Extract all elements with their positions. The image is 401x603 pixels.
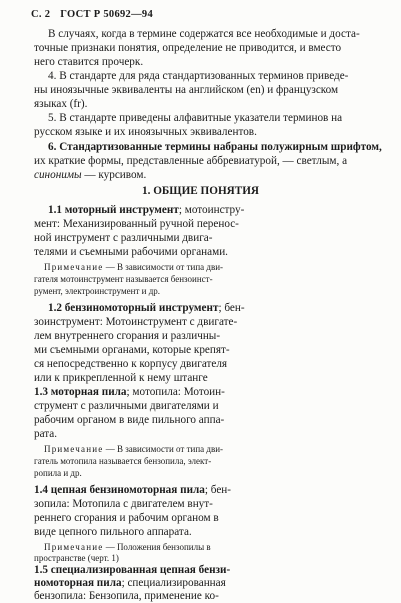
note-label: Примечание — [44, 444, 104, 454]
intro-line: 5. В стандарте приведены алфавитные указатели терминов на — [48, 112, 343, 124]
term-line: или к прикрепленной к нему штанге — [34, 372, 208, 384]
note — [44, 443, 401, 455]
intro-line: ны иноязычные эквиваленты на английском (en) и французском — [34, 84, 339, 96]
term-text: ; мотопила: Мотоин- — [126, 386, 225, 398]
note-line: пространстве (черт. 1) — [34, 553, 119, 563]
note-line: ропила и др. — [34, 468, 82, 478]
term-line: ной инструмент с различными двига- — [34, 232, 213, 244]
term-line: реннего сгорания и рабочим органом в — [34, 512, 219, 524]
note-text: — В зависимости от типа дви- — [103, 444, 224, 454]
term-title: 1.1 моторный инструмент — [48, 204, 179, 216]
term-text: ; специализированная — [121, 577, 226, 589]
term-text: ; мотоинстру- — [178, 204, 245, 216]
term-line: зопила: Мотопила с двигателем внут- — [34, 498, 213, 510]
note-line: гатель мотопила называется бензопила, элект- — [34, 456, 212, 466]
item6-line — [48, 140, 401, 154]
note-label: Примечание — [44, 542, 104, 552]
term-1-1 — [48, 203, 401, 217]
term-title: 1.2 бензиномоторный инструмент — [48, 302, 219, 314]
term-line: зоинструмент: Мотоинструмент с двигате- — [34, 316, 238, 328]
term-1-2 — [48, 301, 401, 315]
term-line: мент: Механизированный ручной перенос- — [34, 218, 239, 230]
term-title-cont: номоторная пила — [34, 577, 122, 589]
intro-line: него ставится прочерк. — [34, 56, 144, 68]
item6-line — [34, 168, 394, 182]
section-title: 1. ОБЩИЕ ПОНЯТИЯ — [142, 185, 259, 197]
item6-synonyms: синонимы — [34, 169, 82, 181]
term-line: ся непосредственно к корпусу двигателя — [34, 358, 228, 370]
term-1-5 — [34, 563, 394, 577]
page-header — [31, 9, 153, 20]
note-line: румент, электроинструмент и др. — [34, 286, 161, 296]
intro-line: В случаях, когда в термине содержатся все необходимые и доста- — [48, 28, 360, 40]
term-1-3 — [34, 385, 394, 399]
term-1-4 — [34, 483, 394, 497]
term-text: ; бен- — [204, 484, 232, 496]
intro-line: точные признаки понятия, определение не приводится, и вместо — [34, 42, 342, 54]
term-line: бензопила: Бензопила, применение ко- — [34, 590, 219, 602]
page-number: С. 2 — [31, 9, 51, 20]
note-text: — Положения бензопилы в — [103, 542, 211, 552]
term-title: 1.4 цепная бензиномоторная пила — [34, 484, 205, 496]
term-line: телями и съемными рабочими органами. — [34, 246, 228, 258]
term-line: виде цепного пильного аппарата. — [34, 526, 192, 538]
term-line: ми съемными органами, которые крепят- — [34, 344, 230, 356]
note-label: Примечание — [44, 262, 104, 272]
term-title: 1.3 моторная пила — [34, 386, 127, 398]
intro-line: языках (fr). — [34, 98, 88, 110]
note-text: — В зависимости от типа дви- — [103, 262, 224, 272]
term-line: лем внутреннего сгорания и различны- — [34, 330, 221, 342]
note-line: гателя мотоинструмент называется бензоинст- — [34, 274, 213, 284]
note — [44, 261, 401, 273]
term-text: ; бен- — [218, 302, 245, 314]
intro-line: 4. В стандарте для ряда стандартизованных терминов приведе- — [48, 70, 349, 82]
term-line: рабочим органом в виде пильного аппа- — [34, 414, 225, 426]
term-line: струмент с различными двигателями и — [34, 400, 219, 412]
standard-number: ГОСТ Р 50692—94 — [60, 9, 154, 20]
item6-lead: 6. Стандартизованные термины набраны полужирным шрифтом, — [48, 141, 382, 153]
item6-line: их краткие формы, представленные аббревиатурой, — светлым, а — [34, 155, 348, 167]
term-line: рата. — [34, 428, 58, 440]
item6-tail: — курсивом. — [81, 169, 147, 181]
term-title: 1.5 специализированная цепная бензи- — [34, 564, 231, 576]
intro-line: русском языке и их иноязычных эквивалентов. — [34, 126, 257, 138]
